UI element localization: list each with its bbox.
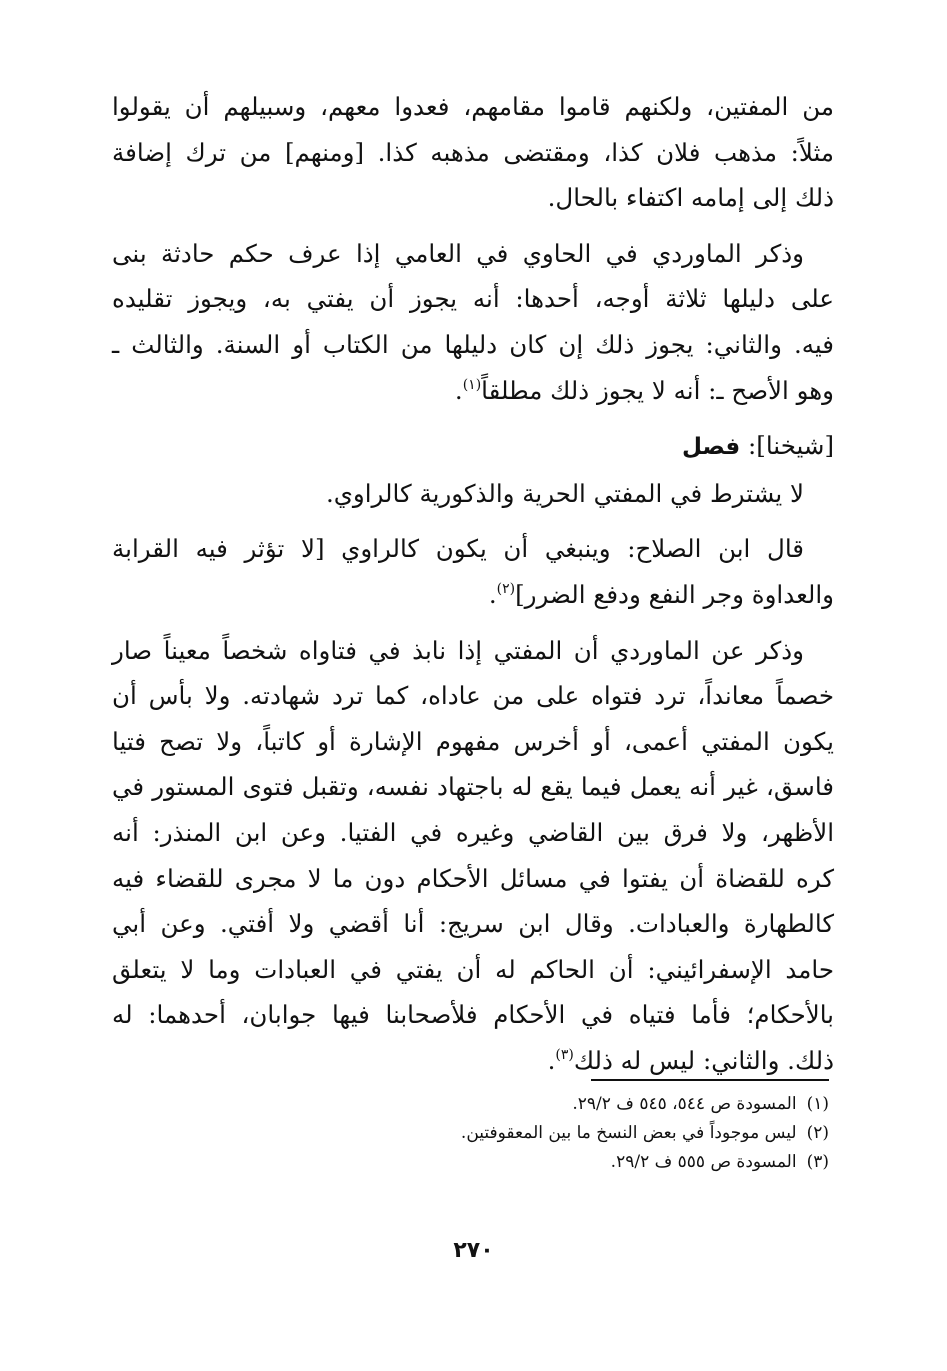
text-line: ذلك إلى إمامه اكتفاء بالحال. [547, 183, 834, 213]
text-line: ذلك. والثاني: ليس له ذلك$^{(٣)}$. [547, 1045, 834, 1075]
text-line: قال ابن الصلاح: وينبغي أن يكون كالراوي [لا تؤثر فيه القرابة [112, 534, 804, 564]
text-line: خصماً معانداً، ترد فتواه على من عاداه، كما ترد شهادته. ولا بأس أن [112, 681, 834, 711]
text-line: من المفتين، ولكنهم قاموا مقامهم، فعدوا معهم، وسبيلهم أن يقولوا [112, 92, 834, 121]
text-line: لا يشترط في المفتي الحرية والذكورية كالراوي. [325, 478, 804, 508]
footnote-item [329, 1090, 829, 1119]
section-line [112, 471, 834, 517]
text-line: وهو الأصح ـ: أنه لا يجوز ذلك مطلقاً$^{(١)}$. [454, 375, 834, 405]
text-line: على دليلها ثلاثة أوجه، أحدها: أنه يجوز أن يفتي به، ويجوز تقليده [112, 284, 834, 314]
footnote-item [329, 1148, 829, 1177]
footnote-text: ليس موجوداً في بعض النسخ ما بين المعقوفتين. [460, 1123, 797, 1143]
text-line: فيه. والثاني: يجوز ذلك إن كان دليلها من الكتاب أو السنة. والثالث ـ [112, 329, 834, 359]
text-line: مثلاً: مذهب فلان كذا، ومقتضى مذهبه كذا. [ومنهم] من ترك إضافة [112, 137, 834, 167]
section-heading [112, 423, 834, 471]
paragraph-3 [112, 526, 834, 617]
text-line: حامد الإسفرائيني: أن الحاكم له أن يفتي في العبادات وما لا يتعلق [112, 954, 834, 984]
text-line: فاسق، غير أنه يعمل فيما يقع له باجتهاد نفسه، وتقبل فتوى المستور في [112, 772, 834, 802]
footnote-text: المسودة ص ٥٤٤، ٥٤٥ ف ٢٩/٢. [572, 1094, 797, 1114]
paragraph-1 [112, 84, 834, 221]
paragraph-4 [112, 628, 834, 1084]
footnote-ref: (٣) [555, 1046, 574, 1063]
text-line: وذكر الماوردي في الحاوي في العامي إذا عرف حكم حادثة بنى [112, 238, 804, 268]
text-line: كالطهارة والعبادات. وقال ابن سريج: أنا أقضي ولا أفتي. وعن أبي [112, 909, 834, 939]
text-line: والعداوة وجر النفع ودفع الضرر]$^{(٢)}$. [488, 579, 834, 609]
footnote-item [329, 1119, 829, 1148]
page-body [112, 84, 834, 1083]
footnote-ref: (١) [462, 376, 482, 393]
section-title: فصل [681, 434, 741, 461]
section-bracket: [شيخنا]: [748, 431, 834, 461]
text-line: وذكر عن الماوردي أن المفتي إذا نابذ في فتاواه شخصاً معيناً صار [112, 635, 804, 665]
footnotes [329, 1090, 829, 1177]
text-line: بالأحكام؛ فأما فتياه في الأحكام فلأصحابنا فيها جوابان، أحدهما: له [112, 1000, 834, 1030]
text-line: كره للقضاة أن يفتوا في مسائل الأحكام دون ما لا مجرى للقضاء فيه [112, 863, 834, 893]
footnote-number: (٢) [806, 1123, 829, 1143]
text-line: الأظهر، ولا فرق بين القاضي وغيره في الفتيا. وعن ابن المنذر: أنه [112, 817, 834, 847]
paragraph-2 [112, 231, 834, 413]
footnote-number: (٣) [806, 1152, 829, 1172]
footnote-divider [591, 1079, 829, 1081]
footnote-text: المسودة ص ٥٥٥ ف ٢٩/٢. [610, 1152, 797, 1172]
footnote-number: (١) [806, 1094, 829, 1114]
page-number: ٢٧٠ [453, 1238, 494, 1263]
text-line: يكون المفتي أعمى، أو أخرس مفهوم الإشارة أو كاتباً، ولا تصح فتيا [112, 726, 834, 756]
footnote-ref: (٢) [496, 580, 516, 597]
